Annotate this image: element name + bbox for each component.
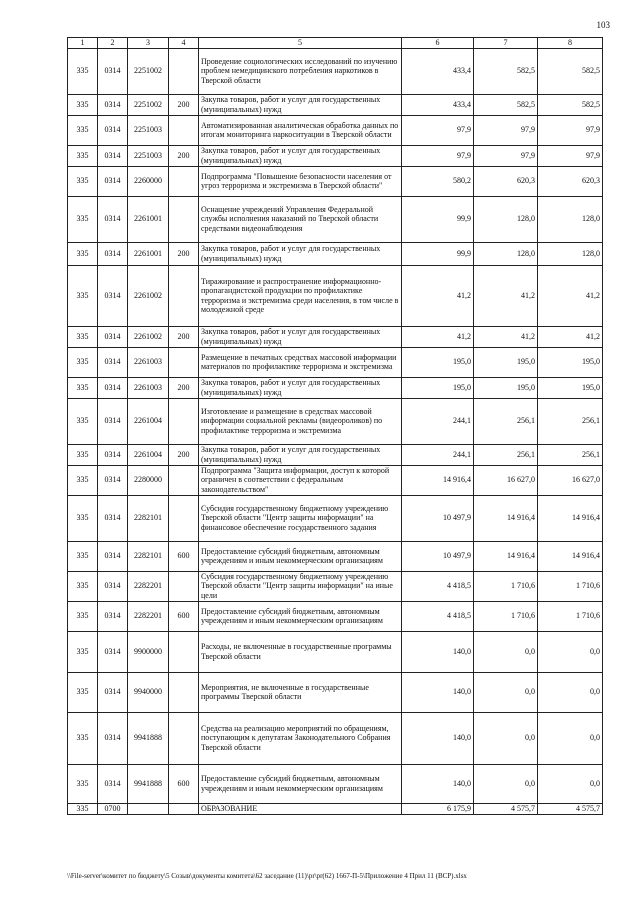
amount-cell: 41,2 — [402, 265, 474, 326]
admin-code-cell: 335 — [68, 242, 98, 265]
expense-type-cell: 200 — [169, 377, 199, 398]
section-code-cell: 0314 — [98, 444, 128, 465]
amount-cell: 99,9 — [402, 242, 474, 265]
target-article-cell: 2261003 — [128, 377, 169, 398]
target-article-cell: 2280000 — [128, 465, 169, 495]
amount-cell: 256,1 — [474, 398, 538, 444]
admin-code-cell: 335 — [68, 265, 98, 326]
expense-type-cell: 200 — [169, 326, 199, 347]
section-code-cell: 0314 — [98, 495, 128, 541]
amount-cell: 14 916,4 — [474, 495, 538, 541]
header-cell: 7 — [474, 38, 538, 49]
amount-cell: 620,3 — [474, 166, 538, 196]
target-article-cell: 2282101 — [128, 495, 169, 541]
header-cell: 2 — [98, 38, 128, 49]
expense-type-cell — [169, 398, 199, 444]
table-row — [68, 347, 603, 377]
table-row — [68, 242, 603, 265]
amount-cell: 97,9 — [474, 115, 538, 145]
amount-cell: 580,2 — [402, 166, 474, 196]
amount-cell: 582,5 — [538, 94, 603, 115]
amount-cell: 4 575,7 — [538, 803, 603, 814]
file-path-footer: \\File-server\комитет по бюджету\5 Созыв\документы комитета\62 заседание (11)\pr\pr(62) 1667-П-5\Приложение 4 Прил 11 (ВСР).xlsx — [67, 872, 467, 880]
amount-cell: 620,3 — [538, 166, 603, 196]
expense-type-cell — [169, 672, 199, 712]
amount-cell: 4 575,7 — [474, 803, 538, 814]
description-cell: Закупка товаров, работ и услуг для государственных (муниципальных) нужд — [199, 94, 402, 115]
expense-type-cell: 200 — [169, 242, 199, 265]
admin-code-cell: 335 — [68, 398, 98, 444]
target-article-cell: 9940000 — [128, 672, 169, 712]
admin-code-cell: 335 — [68, 571, 98, 601]
amount-cell: 140,0 — [402, 672, 474, 712]
amount-cell: 6 175,9 — [402, 803, 474, 814]
expense-type-cell — [169, 495, 199, 541]
target-article-cell: 2261004 — [128, 398, 169, 444]
table-row — [68, 601, 603, 631]
table-row — [68, 495, 603, 541]
amount-cell: 244,1 — [402, 444, 474, 465]
amount-cell: 128,0 — [538, 242, 603, 265]
table-row — [68, 196, 603, 242]
amount-cell: 97,9 — [538, 115, 603, 145]
header-cell: 1 — [68, 38, 98, 49]
section-code-cell: 0314 — [98, 601, 128, 631]
description-cell: Закупка товаров, работ и услуг для государственных (муниципальных) нужд — [199, 242, 402, 265]
amount-cell: 256,1 — [474, 444, 538, 465]
description-cell: Закупка товаров, работ и услуг для государственных (муниципальных) нужд — [199, 145, 402, 166]
amount-cell: 195,0 — [402, 347, 474, 377]
target-article-cell — [128, 803, 169, 814]
amount-cell: 0,0 — [474, 712, 538, 764]
amount-cell: 256,1 — [538, 444, 603, 465]
description-cell: Изготовление и размещение в средствах массовой информации социальной рекламы (видеороликов) по профилактике терроризма и экстремизма — [199, 398, 402, 444]
amount-cell: 140,0 — [402, 631, 474, 672]
amount-cell: 140,0 — [402, 764, 474, 803]
section-code-cell: 0314 — [98, 94, 128, 115]
table-row — [68, 541, 603, 571]
header-cell: 8 — [538, 38, 603, 49]
target-article-cell: 2251003 — [128, 145, 169, 166]
section-code-cell: 0314 — [98, 541, 128, 571]
section-code-cell: 0314 — [98, 115, 128, 145]
section-code-cell: 0314 — [98, 196, 128, 242]
amount-cell: 14 916,4 — [402, 465, 474, 495]
admin-code-cell: 335 — [68, 672, 98, 712]
target-article-cell: 2260000 — [128, 166, 169, 196]
table-row — [68, 631, 603, 672]
amount-cell: 0,0 — [474, 631, 538, 672]
admin-code-cell: 335 — [68, 465, 98, 495]
target-article-cell: 2251003 — [128, 115, 169, 145]
amount-cell: 97,9 — [402, 115, 474, 145]
expense-type-cell — [169, 803, 199, 814]
admin-code-cell: 335 — [68, 166, 98, 196]
section-code-cell: 0314 — [98, 242, 128, 265]
amount-cell: 97,9 — [474, 145, 538, 166]
amount-cell: 1 710,6 — [474, 601, 538, 631]
amount-cell: 256,1 — [538, 398, 603, 444]
section-code-cell: 0314 — [98, 764, 128, 803]
description-cell: Автоматизированная аналитическая обработка данных по итогам мониторинга наркоситуации в Тверской области — [199, 115, 402, 145]
table-row — [68, 712, 603, 764]
expense-type-cell — [169, 465, 199, 495]
header-cell: 5 — [199, 38, 402, 49]
expense-type-cell — [169, 571, 199, 601]
description-cell: Субсидия государственному бюджетному учреждению Тверской области "Центр защиты информации" на финансовое обеспечение государственного задания — [199, 495, 402, 541]
section-code-cell: 0314 — [98, 571, 128, 601]
expense-type-cell — [169, 115, 199, 145]
table-header-row — [68, 38, 603, 49]
expense-type-cell — [169, 631, 199, 672]
target-article-cell: 2282201 — [128, 571, 169, 601]
target-article-cell: 9900000 — [128, 631, 169, 672]
target-article-cell: 2251002 — [128, 48, 169, 94]
target-article-cell: 2261002 — [128, 326, 169, 347]
expense-type-cell — [169, 347, 199, 377]
expense-type-cell — [169, 196, 199, 242]
description-cell: Оснащение учреждений Управления Федеральной службы исполнения наказаний по Тверской области средствами видеонаблюдения — [199, 196, 402, 242]
amount-cell: 4 418,5 — [402, 601, 474, 631]
amount-cell: 140,0 — [402, 712, 474, 764]
amount-cell: 195,0 — [538, 377, 603, 398]
amount-cell: 0,0 — [538, 672, 603, 712]
admin-code-cell: 335 — [68, 377, 98, 398]
expense-type-cell — [169, 712, 199, 764]
description-cell: Закупка товаров, работ и услуг для государственных (муниципальных) нужд — [199, 326, 402, 347]
amount-cell: 41,2 — [538, 265, 603, 326]
amount-cell: 582,5 — [538, 48, 603, 94]
header-cell: 4 — [169, 38, 199, 49]
section-code-cell: 0314 — [98, 377, 128, 398]
budget-table — [67, 37, 603, 815]
admin-code-cell: 335 — [68, 495, 98, 541]
target-article-cell: 2261003 — [128, 347, 169, 377]
amount-cell: 14 916,4 — [538, 495, 603, 541]
section-code-cell: 0314 — [98, 145, 128, 166]
description-cell: Субсидия государственному бюджетному учреждению Тверской области "Центр защиты информации" на иные цели — [199, 571, 402, 601]
section-code-cell: 0314 — [98, 398, 128, 444]
admin-code-cell: 335 — [68, 444, 98, 465]
expense-type-cell: 200 — [169, 94, 199, 115]
admin-code-cell: 335 — [68, 94, 98, 115]
table-row — [68, 764, 603, 803]
section-code-cell: 0314 — [98, 326, 128, 347]
expense-type-cell — [169, 265, 199, 326]
table-row — [68, 265, 603, 326]
amount-cell: 195,0 — [402, 377, 474, 398]
target-article-cell: 2282201 — [128, 601, 169, 631]
admin-code-cell: 335 — [68, 631, 98, 672]
table-row — [68, 166, 603, 196]
table-row — [68, 803, 603, 814]
target-article-cell: 2251002 — [128, 94, 169, 115]
target-article-cell: 2261004 — [128, 444, 169, 465]
table-row — [68, 48, 603, 94]
expense-type-cell: 200 — [169, 145, 199, 166]
admin-code-cell: 335 — [68, 326, 98, 347]
target-article-cell: 2261001 — [128, 242, 169, 265]
description-cell: Закупка товаров, работ и услуг для государственных (муниципальных) нужд — [199, 377, 402, 398]
expense-type-cell: 200 — [169, 444, 199, 465]
description-cell: Средства на реализацию мероприятий по обращениям, поступающим к депутатам Законодательного Собрания Тверской области — [199, 712, 402, 764]
amount-cell: 14 916,4 — [538, 541, 603, 571]
section-code-cell: 0314 — [98, 631, 128, 672]
amount-cell: 1 710,6 — [538, 571, 603, 601]
amount-cell: 128,0 — [474, 242, 538, 265]
table-row — [68, 145, 603, 166]
table-row — [68, 672, 603, 712]
description-cell: ОБРАЗОВАНИЕ — [199, 803, 402, 814]
amount-cell: 0,0 — [538, 764, 603, 803]
description-cell: Предоставление субсидий бюджетным, автономным учреждениям и иным некоммерческим организациям — [199, 764, 402, 803]
description-cell: Мероприятия, не включенные в государственные программы Тверской области — [199, 672, 402, 712]
amount-cell: 16 627,0 — [474, 465, 538, 495]
description-cell: Размещение в печатных средствах массовой информации материалов по профилактике терроризма и экстремизма — [199, 347, 402, 377]
expense-type-cell: 600 — [169, 601, 199, 631]
table-row — [68, 377, 603, 398]
admin-code-cell: 335 — [68, 712, 98, 764]
target-article-cell: 2261002 — [128, 265, 169, 326]
section-code-cell: 0314 — [98, 48, 128, 94]
description-cell: Подпрограмма "Повышение безопасности населения от угроз терроризма и экстремизма в Тверской области" — [199, 166, 402, 196]
amount-cell: 10 497,9 — [402, 541, 474, 571]
amount-cell: 1 710,6 — [474, 571, 538, 601]
amount-cell: 14 916,4 — [474, 541, 538, 571]
amount-cell: 1 710,6 — [538, 601, 603, 631]
amount-cell: 4 418,5 — [402, 571, 474, 601]
section-code-cell: 0700 — [98, 803, 128, 814]
amount-cell: 0,0 — [474, 764, 538, 803]
admin-code-cell: 335 — [68, 601, 98, 631]
amount-cell: 41,2 — [402, 326, 474, 347]
section-code-cell: 0314 — [98, 265, 128, 326]
amount-cell: 41,2 — [474, 265, 538, 326]
table-row — [68, 465, 603, 495]
amount-cell: 244,1 — [402, 398, 474, 444]
amount-cell: 128,0 — [538, 196, 603, 242]
admin-code-cell: 335 — [68, 196, 98, 242]
expense-type-cell: 600 — [169, 764, 199, 803]
description-cell: Подпрограмма "Защита информации, доступ к которой ограничен в соответствии с федеральным законодательством" — [199, 465, 402, 495]
section-code-cell: 0314 — [98, 465, 128, 495]
expense-type-cell — [169, 166, 199, 196]
target-article-cell: 2282101 — [128, 541, 169, 571]
amount-cell: 16 627,0 — [538, 465, 603, 495]
description-cell: Расходы, не включенные в государственные программы Тверской области — [199, 631, 402, 672]
amount-cell: 99,9 — [402, 196, 474, 242]
admin-code-cell: 335 — [68, 347, 98, 377]
description-cell: Закупка товаров, работ и услуг для государственных (муниципальных) нужд — [199, 444, 402, 465]
expense-type-cell — [169, 48, 199, 94]
amount-cell: 0,0 — [538, 631, 603, 672]
amount-cell: 195,0 — [538, 347, 603, 377]
amount-cell: 10 497,9 — [402, 495, 474, 541]
table-row — [68, 326, 603, 347]
header-cell: 6 — [402, 38, 474, 49]
section-code-cell: 0314 — [98, 347, 128, 377]
target-article-cell: 9941888 — [128, 712, 169, 764]
admin-code-cell: 335 — [68, 541, 98, 571]
page-number: 103 — [596, 20, 610, 30]
description-cell: Предоставление субсидий бюджетным, автономным учреждениям и иным некоммерческим организациям — [199, 601, 402, 631]
amount-cell: 41,2 — [538, 326, 603, 347]
amount-cell: 0,0 — [538, 712, 603, 764]
expense-type-cell: 600 — [169, 541, 199, 571]
amount-cell: 582,5 — [474, 48, 538, 94]
admin-code-cell: 335 — [68, 115, 98, 145]
admin-code-cell: 335 — [68, 803, 98, 814]
amount-cell: 582,5 — [474, 94, 538, 115]
amount-cell: 433,4 — [402, 48, 474, 94]
admin-code-cell: 335 — [68, 145, 98, 166]
section-code-cell: 0314 — [98, 166, 128, 196]
target-article-cell: 9941888 — [128, 764, 169, 803]
target-article-cell: 2261001 — [128, 196, 169, 242]
admin-code-cell: 335 — [68, 48, 98, 94]
table-row — [68, 115, 603, 145]
description-cell: Предоставление субсидий бюджетным, автономным учреждениям и иным некоммерческим организациям — [199, 541, 402, 571]
section-code-cell: 0314 — [98, 672, 128, 712]
amount-cell: 128,0 — [474, 196, 538, 242]
amount-cell: 41,2 — [474, 326, 538, 347]
description-cell: Тиражирование и распространение информационно-пропагандистской продукции по профилактике терроризма и экстремизма среди населения, в том числе в молодежной среде — [199, 265, 402, 326]
amount-cell: 97,9 — [402, 145, 474, 166]
amount-cell: 0,0 — [474, 672, 538, 712]
amount-cell: 195,0 — [474, 377, 538, 398]
amount-cell: 433,4 — [402, 94, 474, 115]
table-row — [68, 94, 603, 115]
header-cell: 3 — [128, 38, 169, 49]
amount-cell: 195,0 — [474, 347, 538, 377]
description-cell: Проведение социологических исследований по изучению проблем немедицинского потребления наркотиков в Тверской области — [199, 48, 402, 94]
table-row — [68, 444, 603, 465]
admin-code-cell: 335 — [68, 764, 98, 803]
section-code-cell: 0314 — [98, 712, 128, 764]
table-row — [68, 571, 603, 601]
table-row — [68, 398, 603, 444]
amount-cell: 97,9 — [538, 145, 603, 166]
